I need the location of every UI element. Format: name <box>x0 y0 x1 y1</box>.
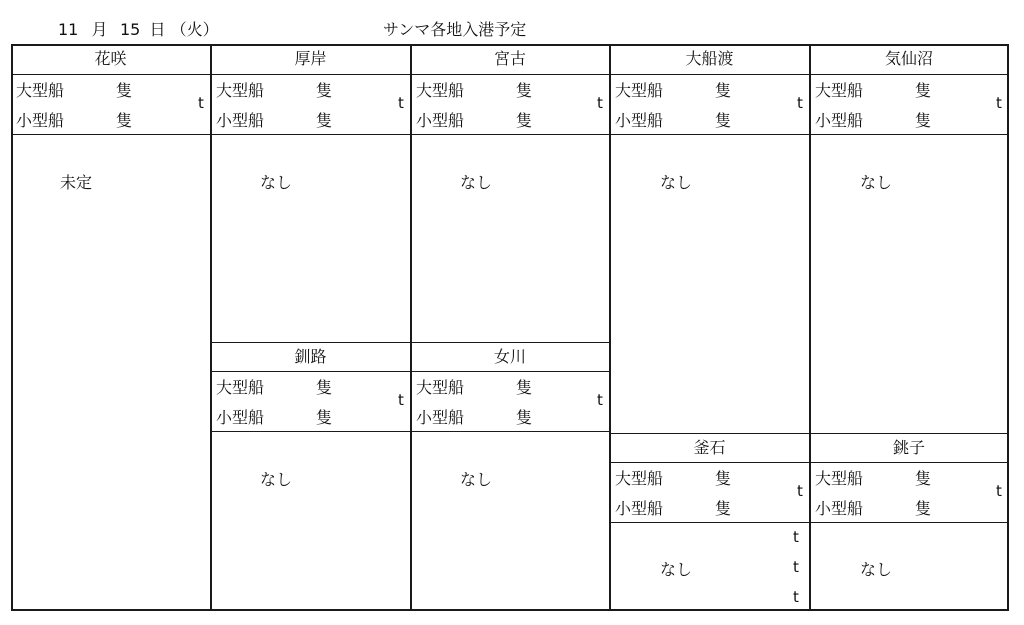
ton-unit: t <box>793 558 799 576</box>
small-ship-label: 小型船 <box>815 111 864 130</box>
large-ship-label: 大型船 <box>216 378 265 397</box>
port-status-akkeshi: なし <box>260 173 293 192</box>
port-status-onagawa: なし <box>460 470 493 489</box>
small-ship-label: 小型船 <box>615 499 664 518</box>
ship-count-unit: 隻 <box>715 499 732 518</box>
small-ship-label: 小型船 <box>216 111 265 130</box>
ship-count-unit: 隻 <box>116 81 133 100</box>
ship-count-unit: 隻 <box>516 81 533 100</box>
table-bottom-border <box>11 609 1009 611</box>
ship-count-unit: 隻 <box>516 378 533 397</box>
table-left-border <box>11 44 13 610</box>
port-status-miyako: なし <box>460 173 493 192</box>
ship-count-unit: 隻 <box>715 111 732 130</box>
ship-count-unit: 隻 <box>516 111 533 130</box>
port-name-akkeshi: 厚岸 <box>294 49 327 68</box>
ship-count-unit: 隻 <box>516 408 533 427</box>
port-name-choshi: 銚子 <box>892 438 925 457</box>
weekday: （火） <box>170 20 219 39</box>
day-unit: 日 <box>149 20 166 39</box>
info-row-border <box>11 134 1009 135</box>
document-title: サンマ各地入港予定 <box>383 20 527 39</box>
block-border <box>609 462 1009 463</box>
column-divider <box>609 44 611 610</box>
ton-unit: t <box>996 94 1002 112</box>
port-status-kushiro: なし <box>260 470 293 489</box>
ton-unit: t <box>398 391 404 409</box>
date-day <box>120 17 219 40</box>
column-divider <box>210 44 212 610</box>
port-name-miyako: 宮古 <box>493 49 526 68</box>
port-name-kesennuma: 気仙沼 <box>884 49 933 68</box>
ship-count-unit: 隻 <box>116 111 133 130</box>
ship-count-unit: 隻 <box>715 469 732 488</box>
port-status-choshi: なし <box>860 560 893 579</box>
port-name-kamaishi: 釜石 <box>693 438 726 457</box>
ship-count-unit: 隻 <box>316 81 333 100</box>
large-ship-label: 大型船 <box>216 81 265 100</box>
table-right-border <box>1007 44 1009 610</box>
ton-unit: t <box>198 94 204 112</box>
small-ship-label: 小型船 <box>615 111 664 130</box>
large-ship-label: 大型船 <box>416 81 465 100</box>
ton-unit: t <box>793 528 799 546</box>
block-border <box>609 522 1009 523</box>
ton-unit: t <box>797 94 803 112</box>
ship-count-unit: 隻 <box>316 378 333 397</box>
large-ship-label: 大型船 <box>815 81 864 100</box>
large-ship-label: 大型船 <box>815 469 864 488</box>
port-name-onagawa: 女川 <box>493 347 526 366</box>
ton-unit: t <box>398 94 404 112</box>
ton-unit: t <box>793 588 799 606</box>
ship-count-unit: 隻 <box>915 111 932 130</box>
port-status-ofunato: なし <box>660 173 693 192</box>
port-name-hanasaki: 花咲 <box>94 49 127 68</box>
ton-unit: t <box>797 482 803 500</box>
ship-count-unit: 隻 <box>915 499 932 518</box>
ton-unit: t <box>996 482 1002 500</box>
port-name-kushiro: 釧路 <box>294 347 327 366</box>
large-ship-label: 大型船 <box>16 81 65 100</box>
date-month <box>58 17 107 40</box>
column-divider <box>410 44 412 610</box>
block-border <box>210 431 610 432</box>
ship-count-unit: 隻 <box>316 408 333 427</box>
month-value: 11 <box>58 20 79 39</box>
small-ship-label: 小型船 <box>416 408 465 427</box>
small-ship-label: 小型船 <box>16 111 65 130</box>
port-name-ofunato: 大船渡 <box>685 49 734 68</box>
block-border <box>210 371 610 372</box>
month-unit: 月 <box>91 20 108 39</box>
ship-count-unit: 隻 <box>915 81 932 100</box>
small-ship-label: 小型船 <box>815 499 864 518</box>
port-status-kamaishi: なし <box>660 560 693 579</box>
large-ship-label: 大型船 <box>416 378 465 397</box>
title-row-border <box>11 74 1009 75</box>
large-ship-label: 大型船 <box>615 81 664 100</box>
port-status-kesennuma: なし <box>860 173 893 192</box>
small-ship-label: 小型船 <box>216 408 265 427</box>
column-divider <box>809 44 811 610</box>
ton-unit: t <box>597 94 603 112</box>
ship-count-unit: 隻 <box>316 111 333 130</box>
port-status-hanasaki: 未定 <box>60 173 93 192</box>
large-ship-label: 大型船 <box>615 469 664 488</box>
day-value: 15 <box>120 20 141 39</box>
ship-count-unit: 隻 <box>915 469 932 488</box>
ship-count-unit: 隻 <box>715 81 732 100</box>
small-ship-label: 小型船 <box>416 111 465 130</box>
ton-unit: t <box>597 391 603 409</box>
